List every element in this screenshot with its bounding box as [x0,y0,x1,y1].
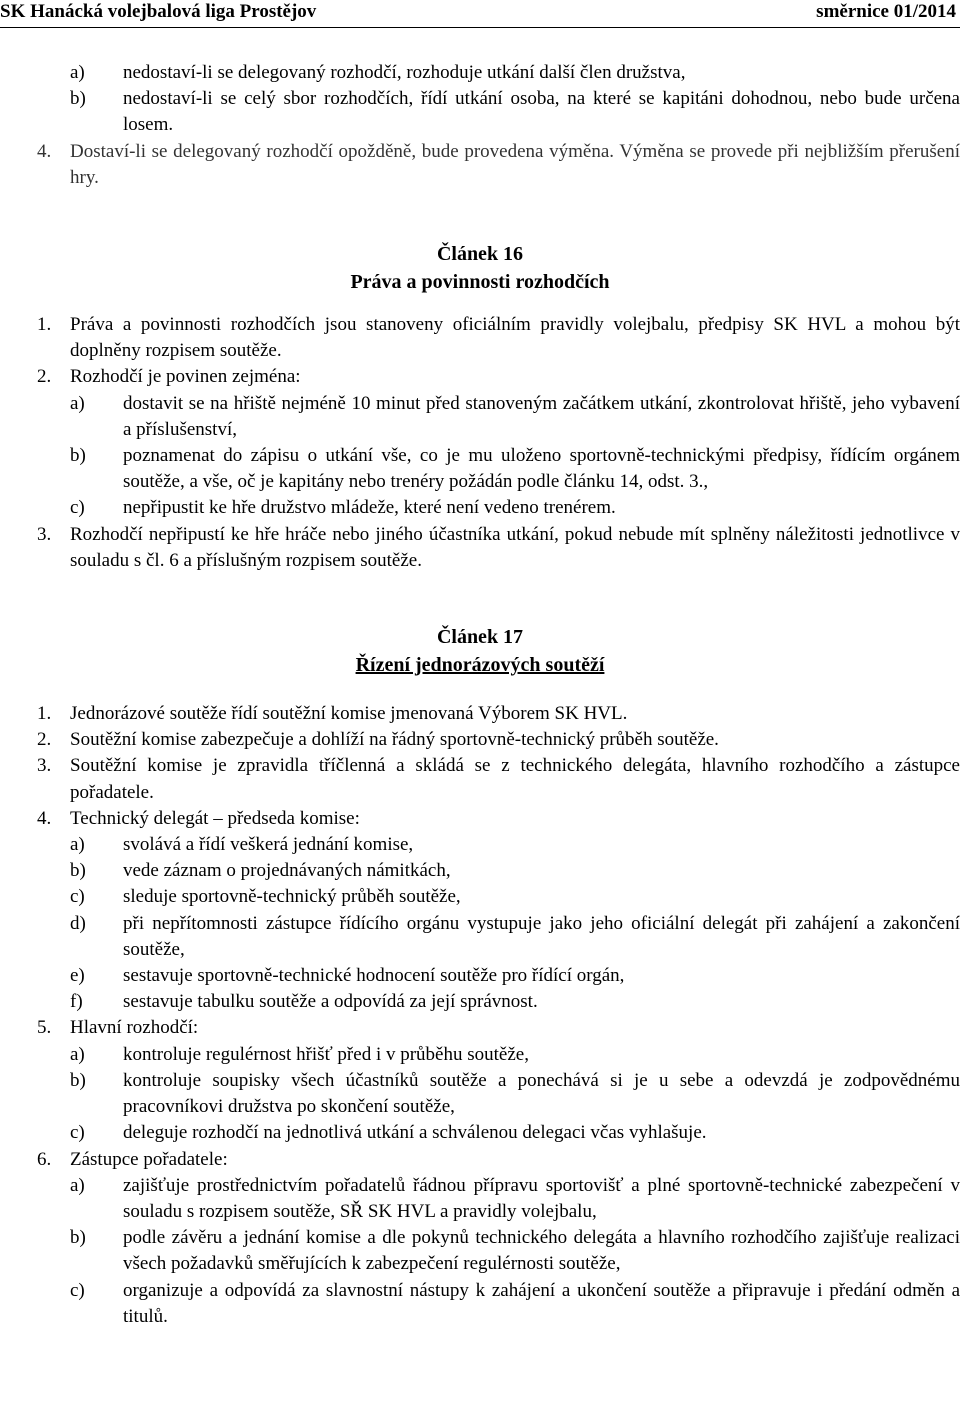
paragraph-text: Hlavní rozhodčí: [70,1017,199,1039]
numbered-paragraph [0,806,960,832]
list-text: kontroluje soupisky všech účastníků soutěže a ponechává si je u sebe a odevzdá je zodpovědnému pracovníkovi družstva po skončení soutěže, [123,1069,960,1118]
list-item [0,911,960,963]
list-item [0,963,960,989]
list-text: poznamenat do zápisu o utkání vše, co je mu uloženo sportovně-technickými předpisy, řídícím orgánem soutěže, a vše, oč je kapitány nebo trenéry požádán podle článku 14, odst. 3., [123,445,960,493]
list-text: nepřipustit ke hře družstvo mládeže, které není vedeno trenérem. [123,497,616,519]
list-item [0,1225,960,1277]
article-subtitle: Řízení jednorázových soutěží [355,654,605,677]
paragraph-text: Zástupce pořadatele: [70,1148,228,1170]
list-item [0,1120,960,1146]
list-text: sestavuje tabulku soutěže a odpovídá za její správnost. [123,991,538,1013]
list-marker: c) [70,1122,85,1144]
list-item [0,391,960,443]
list-marker: b) [70,445,86,467]
list-marker: a) [70,1174,85,1196]
list-marker: f) [70,991,83,1013]
paragraph-number: 4. [37,807,52,829]
article-title: Článek 17 [436,626,524,649]
list-marker: a) [70,62,85,83]
list-marker: b) [70,1069,86,1091]
list-text: vede záznam o projednávaných námitkách, [123,860,451,882]
paragraph-text: Technický delegát – předseda komise: [70,807,360,829]
list-text: zajišťuje prostřednictvím pořadatelů řádnou přípravu sportovišť a plné sportovně-technické zabezpečení v souladu s rozpisem soutěže, SŘ SK HVL a pravidly volejbalu, [123,1174,960,1222]
list-item [0,60,960,86]
list-marker: b) [70,860,86,882]
list-item [0,989,960,1015]
numbered-paragraph [0,1147,960,1173]
list-item [0,1042,960,1068]
paragraph-number: 5. [37,1017,52,1039]
paragraph-number: 3. [37,755,52,777]
page-header [0,0,960,28]
list-text: při nepřítomnosti zástupce řídícího orgánu vystupuje jako jeho oficiální delegát při zahájení a zakončení soutěže, [123,912,960,960]
paragraph-text: Rozhodčí nepřipustí ke hře hráče nebo jiného účastníka utkání, pokud nebude mít splněny náležitosti jednotlivce v souladu s čl. 6 a příslušným rozpisem soutěže. [70,523,960,571]
list-marker: a) [70,1043,85,1065]
numbered-paragraph [0,364,960,390]
list-text: podle závěru a jednání komise a dle pokynů technického delegáta a hlavního rozhodčího zajišťuje realizaci všech požadavků směřujících k zabezpečení regulérnosti soutěže, [123,1227,960,1275]
list-marker: a) [70,834,85,856]
list-marker: d) [70,912,86,934]
list-marker: e) [70,965,85,987]
list-item [0,1173,960,1225]
list-item [0,858,960,884]
list-item [0,884,960,910]
paragraph-text: Rozhodčí je povinen zejména: [70,366,301,388]
list-text: svolává a řídí veškerá jednání komise, [123,834,414,856]
list-item [0,832,960,858]
list-text: nedostaví-li se celý sbor rozhodčích, řídí utkání osoba, na které se kapitáni dohodnou, nebo bude určena losem. [123,88,960,136]
paragraph-text: Práva a povinnosti rozhodčích jsou stanoveny oficiálním pravidly volejbalu, předpisy SK HVL a mohou být doplněny rozpisem soutěže. [70,314,960,362]
list-marker: a) [70,392,85,414]
paragraph-text: Dostaví-li se delegovaný rozhodčí opožděně, bude provedena výměna. Výměna se provede při nejbližším přerušení hry. [70,140,960,188]
list-marker: b) [70,1227,86,1249]
paragraph-number: 1. [37,703,52,725]
list-item [0,1068,960,1120]
article-subtitle: Práva a povinnosti rozhodčích [350,271,610,294]
list-text: sestavuje sportovně-technické hodnocení soutěže pro řídící orgán, [123,965,625,987]
paragraph-number: 6. [37,1148,52,1170]
list-text: nedostaví-li se delegovaný rozhodčí, rozhoduje utkání další člen družstva, [123,62,686,83]
list-item [0,495,960,521]
numbered-paragraph [0,522,960,574]
header-organization: SK Hanácká volejbalová liga Prostějov [0,1,317,22]
numbered-paragraph [0,1015,960,1041]
document-body [0,60,960,1330]
list-item [0,86,960,138]
paragraph-number: 2. [37,366,52,388]
list-item [0,443,960,495]
paragraph-text: Jednorázové soutěže řídí soutěžní komise jmenovaná Výborem SK HVL. [70,703,628,725]
list-text: kontroluje regulérnost hřišť před i v průběhu soutěže, [123,1043,529,1065]
numbered-paragraph [0,753,960,805]
paragraph-number: 4. [37,140,52,162]
numbered-paragraph [0,701,960,727]
numbered-paragraph [0,727,960,753]
numbered-paragraph [0,139,960,191]
paragraph-number: 2. [37,729,52,751]
paragraph-text: Soutěžní komise je zpravidla tříčlenná a skládá se z technického delegáta, hlavního rozhodčího a zástupce pořadatele. [70,755,960,803]
list-text: deleguje rozhodčí na jednotlivá utkání a schválenou delegaci včas vyhlašuje. [123,1122,707,1144]
list-marker: c) [70,886,85,908]
list-item [0,1278,960,1330]
header-document-id: směrnice 01/2014 [816,1,956,22]
paragraph-number: 3. [37,523,52,545]
list-text: dostavit se na hřiště nejméně 10 minut před stanoveným začátkem utkání, zkontrolovat hřiště, jeho vybavení a příslušenství, [123,392,960,440]
list-marker: c) [70,1279,85,1301]
paragraph-number: 1. [37,314,52,336]
numbered-paragraph [0,312,960,364]
list-marker: c) [70,497,85,519]
list-text: organizuje a odpovídá za slavnostní nástupy k zahájení a ukončení soutěže a připravuje i předání odměn a titulů. [123,1279,960,1327]
article-title: Článek 16 [436,243,524,266]
paragraph-text: Soutěžní komise zabezpečuje a dohlíží na řádný sportovně-technický průběh soutěže. [70,729,719,751]
list-text: sleduje sportovně-technický průběh soutěže, [123,886,461,908]
list-marker: b) [70,88,86,110]
